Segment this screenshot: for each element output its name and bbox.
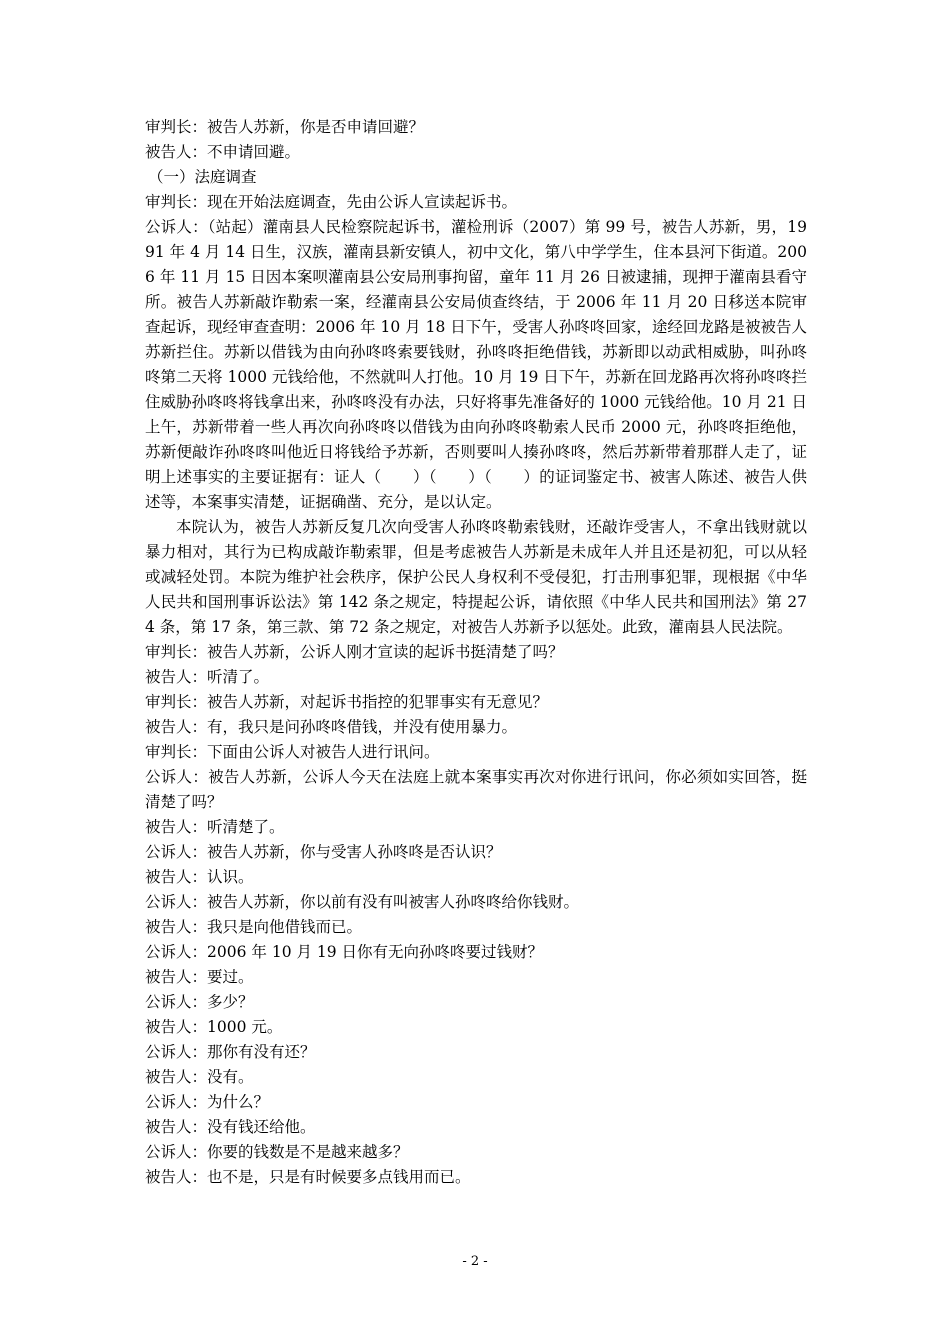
speaker-label: 审判长	[145, 743, 192, 761]
indictment-conclusion: 本院认为，被告人苏新反复几次向受害人孙咚咚勒索钱财，还敲诈受害人，不拿出钱财就以暴力相对，其行为已构成敲诈勒索罪，但是考虑被告人苏新是未成年人并且还是初犯，可以从轻或减轻处罚。本院为维护社会秩序，保护公民人身权利不受侵犯，打击刑事犯罪，现根据《中华人民共和国刑事诉讼法》第 142 条之规定，特提起公诉，请依照《中华人民共和国刑法》第 274 条，第 17 条，第三款、第 72 条之规定，对被告人苏新予以惩处。此致，灌南县人民法院。	[145, 518, 807, 636]
speaker-label: 被告人	[145, 1018, 192, 1036]
dialogue-line: 被告人：不申请回避。	[145, 143, 301, 161]
utterance: 也不是，只是有时候要多点钱用而已。	[207, 1168, 471, 1186]
utterance: 认识。	[207, 868, 254, 886]
utterance: 被告人苏新，你与受害人孙咚咚是否认识？	[207, 843, 502, 861]
dialogue-line: 公诉人：被告人苏新，公诉人今天在法庭上就本案事实再次对你进行讯问，你必须如实回答，挺清楚了吗？	[145, 768, 807, 811]
utterance: 听清了。	[207, 668, 270, 686]
utterance: 现在开始法庭调查，先由公诉人宣读起诉书。	[207, 193, 518, 211]
utterance: 2006 年 10 月 19 日你有无向孙咚咚要过钱财？	[207, 943, 544, 961]
dialogue-line: 审判长：被告人苏新，公诉人刚才宣读的起诉书挺清楚了吗？	[145, 643, 564, 661]
speaker-label: 公诉人	[145, 893, 192, 911]
speaker-label: 公诉人	[145, 843, 192, 861]
indictment-paragraph: 公诉人：（站起）灌南县人民检察院起诉书，灌检刑诉（2007）第 99 号，被告人苏新，男，1991 年 4 月 14 日生，汉族，灌南县新安镇人，初中文化，第八中学学生，住本县河下街道。2006 年 11 月 15 日因本案呗灌南县公安局刑事拘留，童年 11 月 26 日被逮捕，现押于灌南县看守所。被告人苏新敲诈勒索一案，经灌南县公安局侦查终结，于 2006 年 11 月 20 日移送本院审查起诉，现经审查查明：2006 年 10 月 18 日下午，受害人孙咚咚回家，途经回龙路是被被告人苏新拦住。苏新以借钱为由向孙咚咚索要钱财，孙咚咚拒绝借钱，苏新即以动武相威胁，叫孙咚咚第二天将 1000 元钱给他，不然就叫人打他。10 月 19 日下午，苏新在回龙路再次将孙咚咚拦住威胁孙咚咚将钱拿出来，孙咚咚没有办法，只好将事先准备好的 1000 元钱给他。10 月 21 日上午，苏新带着一些人再次向孙咚咚以借钱为由向孙咚咚勒索人民币 2000 元，孙咚咚拒绝他，苏新便敲诈孙咚咚叫他近日将钱给予苏新，否则要叫人揍孙咚咚，然后苏新带着那群人走了，证明上述事实的主要证据有：证人（ ）（ ）（ ）的证词鉴定书、被害人陈述、被告人供述等，本案事实清楚，证据确凿、充分，是以认定。	[145, 218, 807, 511]
indictment-text: （站起）灌南县人民检察院起诉书，灌检刑诉（2007）第 99 号，被告人苏新，男，1991 年 4 月 14 日生，汉族，灌南县新安镇人，初中文化，第八中学学生，住本县河下街道。2006 年 11 月 15 日因本案呗灌南县公安局刑事拘留，童年 11 月 26 日被逮捕，现押于灌南县看守所。被告人苏新敲诈勒索一案，经灌南县公安局侦查终结，于 2006 年 11 月 20 日移送本院审查起诉，现经审查查明：2006 年 10 月 18 日下午，受害人孙咚咚回家，途经回龙路是被被告人苏新拦住。苏新以借钱为由向孙咚咚索要钱财，孙咚咚拒绝借钱，苏新即以动武相威胁，叫孙咚咚第二天将 1000 元钱给他，不然就叫人打他。10 月 19 日下午，苏新在回龙路再次将孙咚咚拦住威胁孙咚咚将钱拿出来，孙咚咚没有办法，只好将事先准备好的 1000 元钱给他。10 月 21 日上午，苏新带着一些人再次向孙咚咚以借钱为由向孙咚咚勒索人民币 2000 元，孙咚咚拒绝他，苏新便敲诈孙咚咚叫他近日将钱给予苏新，否则要叫人揍孙咚咚，然后苏新带着那群人走了，证明上述事实的主要证据有：证人（ ）（ ）（ ）的证词鉴定书、被害人陈述、被告人供述等，本案事实清楚，证据确凿、充分，是以认定。	[145, 218, 807, 511]
speaker-label: 被告人	[145, 1068, 192, 1086]
utterance: 被告人苏新，公诉人刚才宣读的起诉书挺清楚了吗？	[207, 643, 564, 661]
utterance: 有，我只是问孙咚咚借钱，并没有使用暴力。	[207, 718, 518, 736]
utterance: 我只是向他借钱而已。	[207, 918, 363, 936]
speaker-label: 被告人	[145, 918, 192, 936]
transcript-body	[145, 115, 807, 1190]
speaker-label: 审判长	[145, 193, 192, 211]
speaker-label: 审判长	[145, 693, 192, 711]
speaker-label: 公诉人	[145, 1143, 192, 1161]
dialogue-line: 被告人：听清楚了。	[145, 818, 285, 836]
utterance: 不申请回避。	[207, 143, 301, 161]
speaker-label: 公诉人	[145, 943, 192, 961]
dialogue-line: 审判长：被告人苏新，你是否申请回避？	[145, 118, 425, 136]
speaker-label: 被告人	[145, 868, 192, 886]
dialogue-line: 被告人：有，我只是问孙咚咚借钱，并没有使用暴力。	[145, 718, 518, 736]
dialogue-line: 公诉人：多少？	[145, 993, 254, 1011]
utterance: 被告人苏新，你以前有没有叫被害人孙咚咚给你钱财。	[207, 893, 580, 911]
speaker-label: 公诉人	[145, 218, 193, 236]
section-heading: （一）法庭调查	[148, 168, 257, 186]
utterance: 为什么？	[207, 1093, 270, 1111]
utterance: 被告人苏新，公诉人今天在法庭上就本案事实再次对你进行讯问，你必须如实回答，挺清楚了吗？	[145, 768, 807, 811]
speaker-label: 被告人	[145, 718, 192, 736]
utterance: 你要的钱数是不是越来越多？	[207, 1143, 409, 1161]
speaker-label: 公诉人	[145, 993, 192, 1011]
dialogue-line: 公诉人：你要的钱数是不是越来越多？	[145, 1143, 409, 1161]
dialogue-line: 被告人：没有钱还给他。	[145, 1118, 316, 1136]
speaker-label: 被告人	[145, 668, 192, 686]
speaker-label: 被告人	[145, 1168, 192, 1186]
dialogue-list	[145, 640, 807, 1190]
utterance: 没有钱还给他。	[207, 1118, 316, 1136]
utterance: 被告人苏新，对起诉书指控的犯罪事实有无意见？	[207, 693, 549, 711]
dialogue-line: 被告人：没有。	[145, 1068, 254, 1086]
dialogue-line: 审判长：被告人苏新，对起诉书指控的犯罪事实有无意见？	[145, 693, 549, 711]
dialogue-line: 被告人：也不是，只是有时候要多点钱用而已。	[145, 1168, 471, 1186]
dialogue-line: 审判长：现在开始法庭调查，先由公诉人宣读起诉书。	[145, 193, 518, 211]
utterance: 没有。	[207, 1068, 254, 1086]
dialogue-line: 被告人：我只是向他借钱而已。	[145, 918, 363, 936]
speaker-label: 被告人	[145, 968, 192, 986]
utterance: 被告人苏新，你是否申请回避？	[207, 118, 425, 136]
dialogue-line: 被告人：认识。	[145, 868, 254, 886]
utterance: 那你有没有还？	[207, 1043, 316, 1061]
speaker-label: 被告人	[145, 818, 192, 836]
dialogue-line: 被告人：1000 元。	[145, 1018, 283, 1036]
dialogue-line: 公诉人：为什么？	[145, 1093, 270, 1111]
dialogue-line: 被告人：听清了。	[145, 668, 270, 686]
utterance: 多少？	[207, 993, 254, 1011]
page-number: - 2 -	[462, 1254, 488, 1269]
speaker-label: 审判长	[145, 118, 192, 136]
dialogue-line: 公诉人：2006 年 10 月 19 日你有无向孙咚咚要过钱财？	[145, 943, 544, 961]
utterance: 1000 元。	[207, 1018, 283, 1036]
dialogue-line: 公诉人：那你有没有还？	[145, 1043, 316, 1061]
speaker-label: 公诉人	[145, 768, 193, 786]
utterance: 要过。	[207, 968, 254, 986]
speaker-label: 审判长	[145, 643, 192, 661]
utterance: 听清楚了。	[207, 818, 285, 836]
dialogue-line: 被告人：要过。	[145, 968, 254, 986]
speaker-label: 公诉人	[145, 1043, 192, 1061]
utterance: 下面由公诉人对被告人进行讯问。	[207, 743, 440, 761]
speaker-label: 被告人	[145, 143, 192, 161]
dialogue-line: 审判长：下面由公诉人对被告人进行讯问。	[145, 743, 440, 761]
dialogue-line: 公诉人：被告人苏新，你以前有没有叫被害人孙咚咚给你钱财。	[145, 893, 580, 911]
speaker-label: 被告人	[145, 1118, 192, 1136]
dialogue-line: 公诉人：被告人苏新，你与受害人孙咚咚是否认识？	[145, 843, 502, 861]
speaker-label: 公诉人	[145, 1093, 192, 1111]
